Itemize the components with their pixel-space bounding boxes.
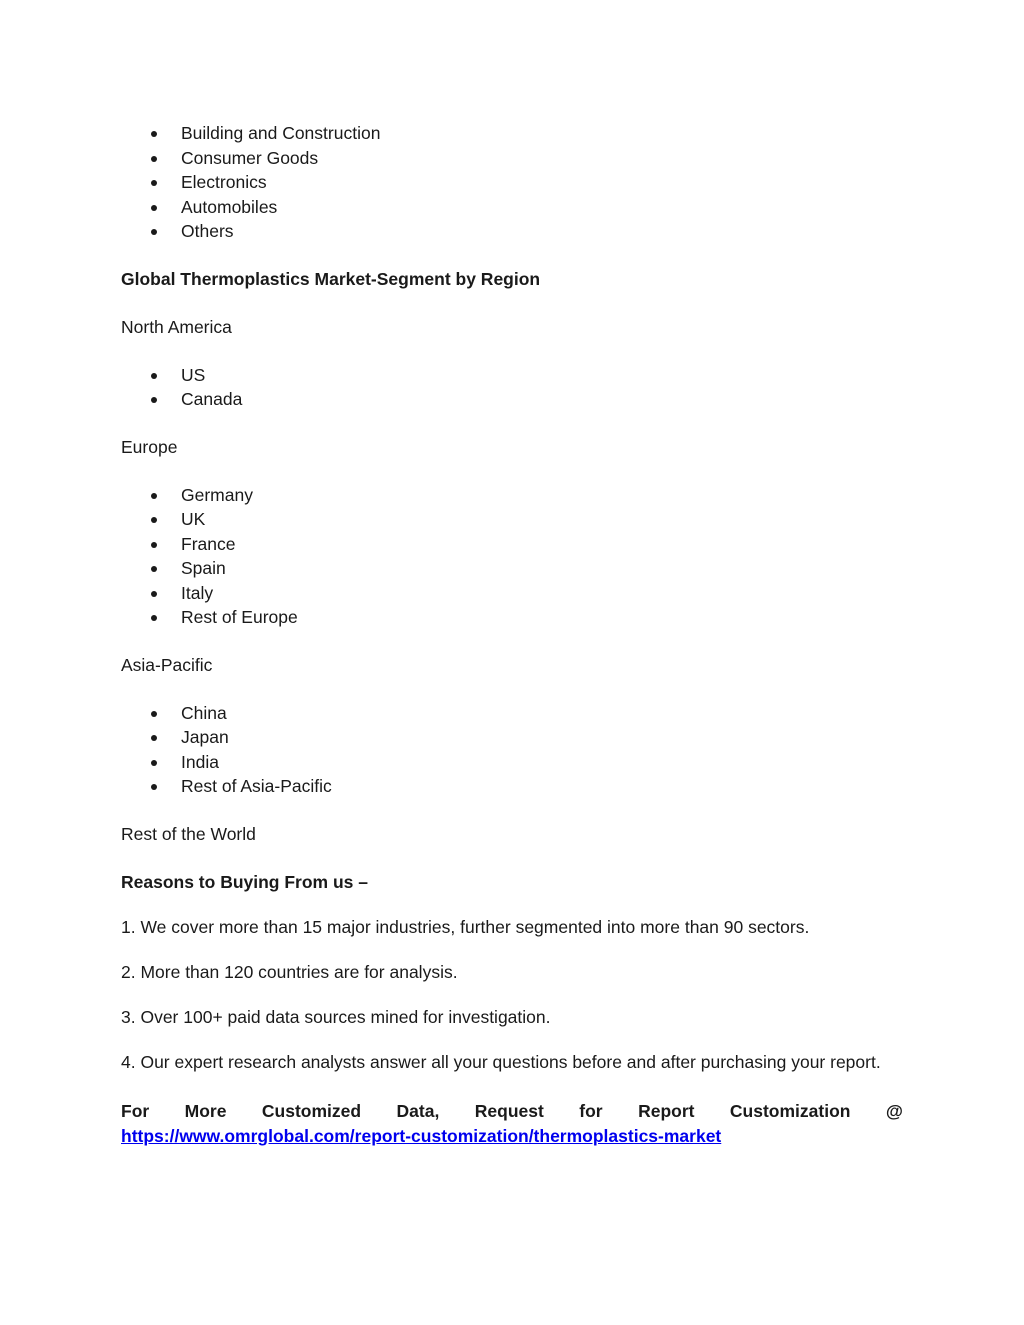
reason-item: 4. Our expert research analysts answer all your questions before and after purchasing your report. [121, 1051, 881, 1072]
list-item: China [121, 701, 903, 726]
bullet-icon [151, 784, 157, 790]
list-item: UK [121, 507, 903, 532]
europe-list [121, 483, 903, 630]
list-item: Germany [121, 483, 903, 508]
list-item: Automobiles [121, 195, 903, 220]
bullet-icon [151, 373, 157, 379]
region-asia-pacific: Asia-Pacific [121, 654, 213, 675]
bullet-icon [151, 615, 157, 621]
customization-link[interactable]: https://www.omrglobal.com/report-customization/thermoplastics-market [121, 1125, 722, 1146]
list-item: Spain [121, 556, 903, 581]
region-heading: Global Thermoplastics Market-Segment by Region [121, 268, 541, 289]
bullet-icon [151, 591, 157, 597]
list-item: India [121, 750, 903, 775]
list-item: Electronics [121, 170, 903, 195]
list-item: Others [121, 219, 903, 244]
bullet-icon [151, 493, 157, 499]
list-item: France [121, 532, 903, 557]
region-north-america: North America [121, 316, 232, 337]
reasons-heading: Reasons to Buying From us – [121, 871, 368, 892]
document-page [121, 120, 903, 1148]
bullet-icon [151, 229, 157, 235]
list-item: Building and Construction [121, 121, 903, 146]
list-item: Italy [121, 581, 903, 606]
list-item: Rest of Europe [121, 605, 903, 630]
bullet-icon [151, 735, 157, 741]
bullet-icon [151, 566, 157, 572]
north-america-list [121, 363, 903, 412]
bullet-icon [151, 542, 157, 548]
bullet-icon [151, 156, 157, 162]
region-rest-of-world: Rest of the World [121, 823, 256, 844]
bullet-icon [151, 397, 157, 403]
end-use-list [121, 121, 903, 244]
bullet-icon [151, 517, 157, 523]
list-item: Rest of Asia-Pacific [121, 774, 903, 799]
bullet-icon [151, 180, 157, 186]
region-europe: Europe [121, 436, 178, 457]
list-item: Japan [121, 725, 903, 750]
bullet-icon [151, 205, 157, 211]
list-item: Canada [121, 387, 903, 412]
bullet-icon [151, 760, 157, 766]
customization-cta: For More Customized Data, Request for Report Customization @ [121, 1100, 903, 1121]
reason-item: 3. Over 100+ paid data sources mined for investigation. [121, 1006, 551, 1027]
bullet-icon [151, 711, 157, 717]
reason-item: 1. We cover more than 15 major industries, further segmented into more than 90 sectors. [121, 916, 810, 937]
list-item: US [121, 363, 903, 388]
bullet-icon [151, 131, 157, 137]
list-item: Consumer Goods [121, 146, 903, 171]
reason-item: 2. More than 120 countries are for analysis. [121, 961, 458, 982]
asia-pacific-list [121, 701, 903, 799]
